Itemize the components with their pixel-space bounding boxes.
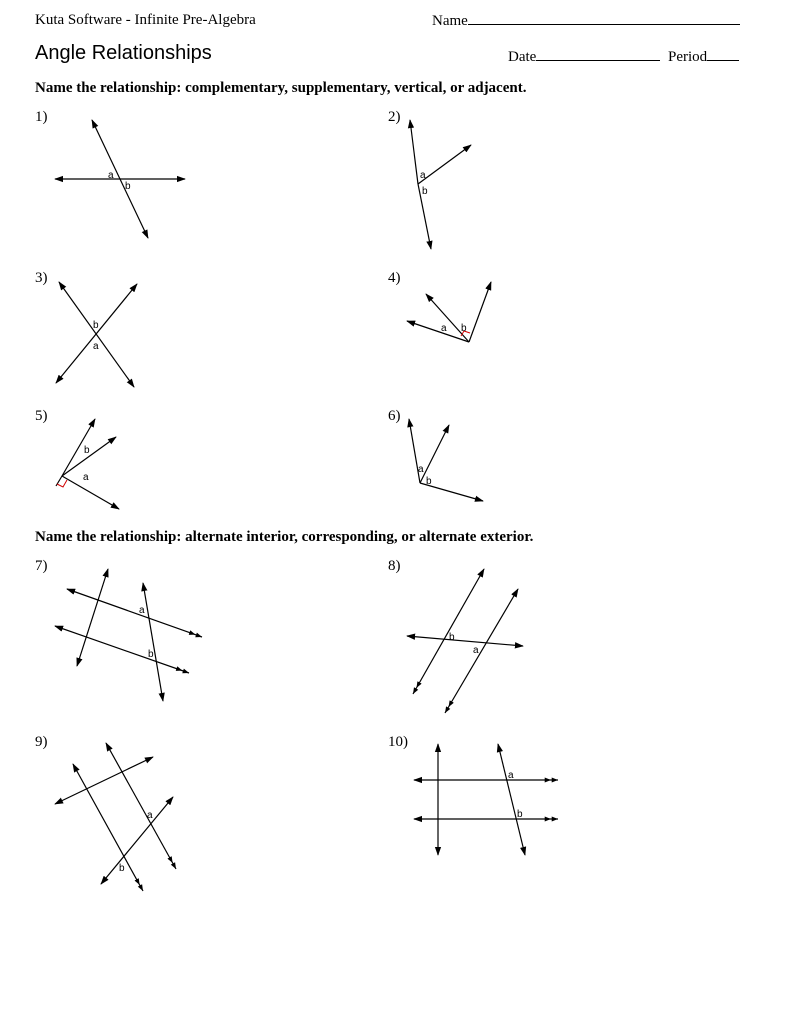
figure-2 [410, 120, 471, 249]
fig2-label-b: b [422, 186, 428, 197]
figure-1 [55, 120, 185, 238]
problem-7-number: 7) [35, 558, 48, 574]
problem-1-number: 1) [35, 109, 48, 125]
fig6-label-b: b [426, 476, 432, 487]
worksheet-title: Angle Relationships [35, 42, 212, 64]
problem-9-number: 9) [35, 734, 48, 750]
fig8-transversal [407, 636, 523, 646]
fig9-parallel-line-left [73, 764, 143, 891]
fig2-ray-right [418, 145, 471, 184]
problem-4-number: 4) [388, 270, 401, 286]
figure-4 [407, 282, 491, 342]
figure-7 [55, 569, 202, 701]
fig5-ray-up-right [62, 437, 116, 476]
fig4-label-b: b [461, 323, 467, 334]
problem-6-number: 6) [388, 408, 401, 424]
figure-5 [56, 419, 119, 509]
fig1-label-b: b [125, 181, 131, 192]
problem-2-number: 2) [388, 109, 401, 125]
fig9-transversal-bottom [101, 797, 173, 884]
fig5-label-b: b [84, 445, 90, 456]
problem-8-number: 8) [388, 558, 401, 574]
problem-10-number: 10) [388, 734, 408, 750]
fig10-label-a: a [508, 770, 514, 781]
fig7-parallel-line-bottom [55, 626, 189, 673]
section-1-instruction: Name the relationship: complementary, supplementary, vertical, or adjacent. [35, 80, 527, 96]
fig5-label-a: a [83, 472, 89, 483]
problem-3-number: 3) [35, 270, 48, 286]
fig6-ray-up-right [420, 425, 449, 483]
fig7-label-b: b [148, 649, 154, 660]
figure-3 [56, 282, 137, 387]
figure-6 [409, 419, 483, 501]
fig8-label-a: a [473, 645, 479, 656]
fig5-ray-up [62, 419, 95, 476]
date-label: Date [508, 49, 537, 65]
fig5-ray-down-right [62, 476, 119, 509]
problem-5-number: 5) [35, 408, 48, 424]
fig9-transversal-top [55, 757, 153, 804]
name-label: Name [432, 13, 468, 29]
publisher-line: Kuta Software - Infinite Pre-Algebra [35, 12, 256, 28]
fig3-line-2 [56, 284, 137, 383]
fig4-label-a: a [441, 323, 447, 334]
fig8-label-b: b [449, 632, 455, 643]
fig9-label-a: a [147, 810, 153, 821]
fig4-ray-up-right [469, 282, 491, 342]
fig2-ray-up [410, 120, 418, 184]
fig3-line-1 [59, 282, 134, 387]
period-label: Period [668, 49, 708, 65]
figure-9 [55, 743, 176, 891]
fig6-label-a: a [418, 464, 424, 475]
fig10-transversal [498, 744, 525, 855]
fig1-label-a: a [108, 170, 114, 181]
fig10-label-b: b [517, 809, 523, 820]
fig9-label-b: b [119, 863, 125, 874]
fig3-label-b: b [93, 320, 99, 331]
fig8-parallel-line-right [445, 589, 518, 713]
fig2-label-a: a [420, 170, 426, 181]
fig7-parallel-line-top [67, 589, 202, 637]
fig7-label-a: a [139, 605, 145, 616]
fig7-transversal-right [143, 583, 163, 701]
section-2-instruction: Name the relationship: alternate interior, corresponding, or alternate exterior. [35, 529, 534, 545]
fig3-label-a: a [93, 341, 99, 352]
figure-8 [407, 569, 523, 713]
fig7-transversal-left [77, 569, 108, 666]
figure-10 [414, 744, 558, 855]
